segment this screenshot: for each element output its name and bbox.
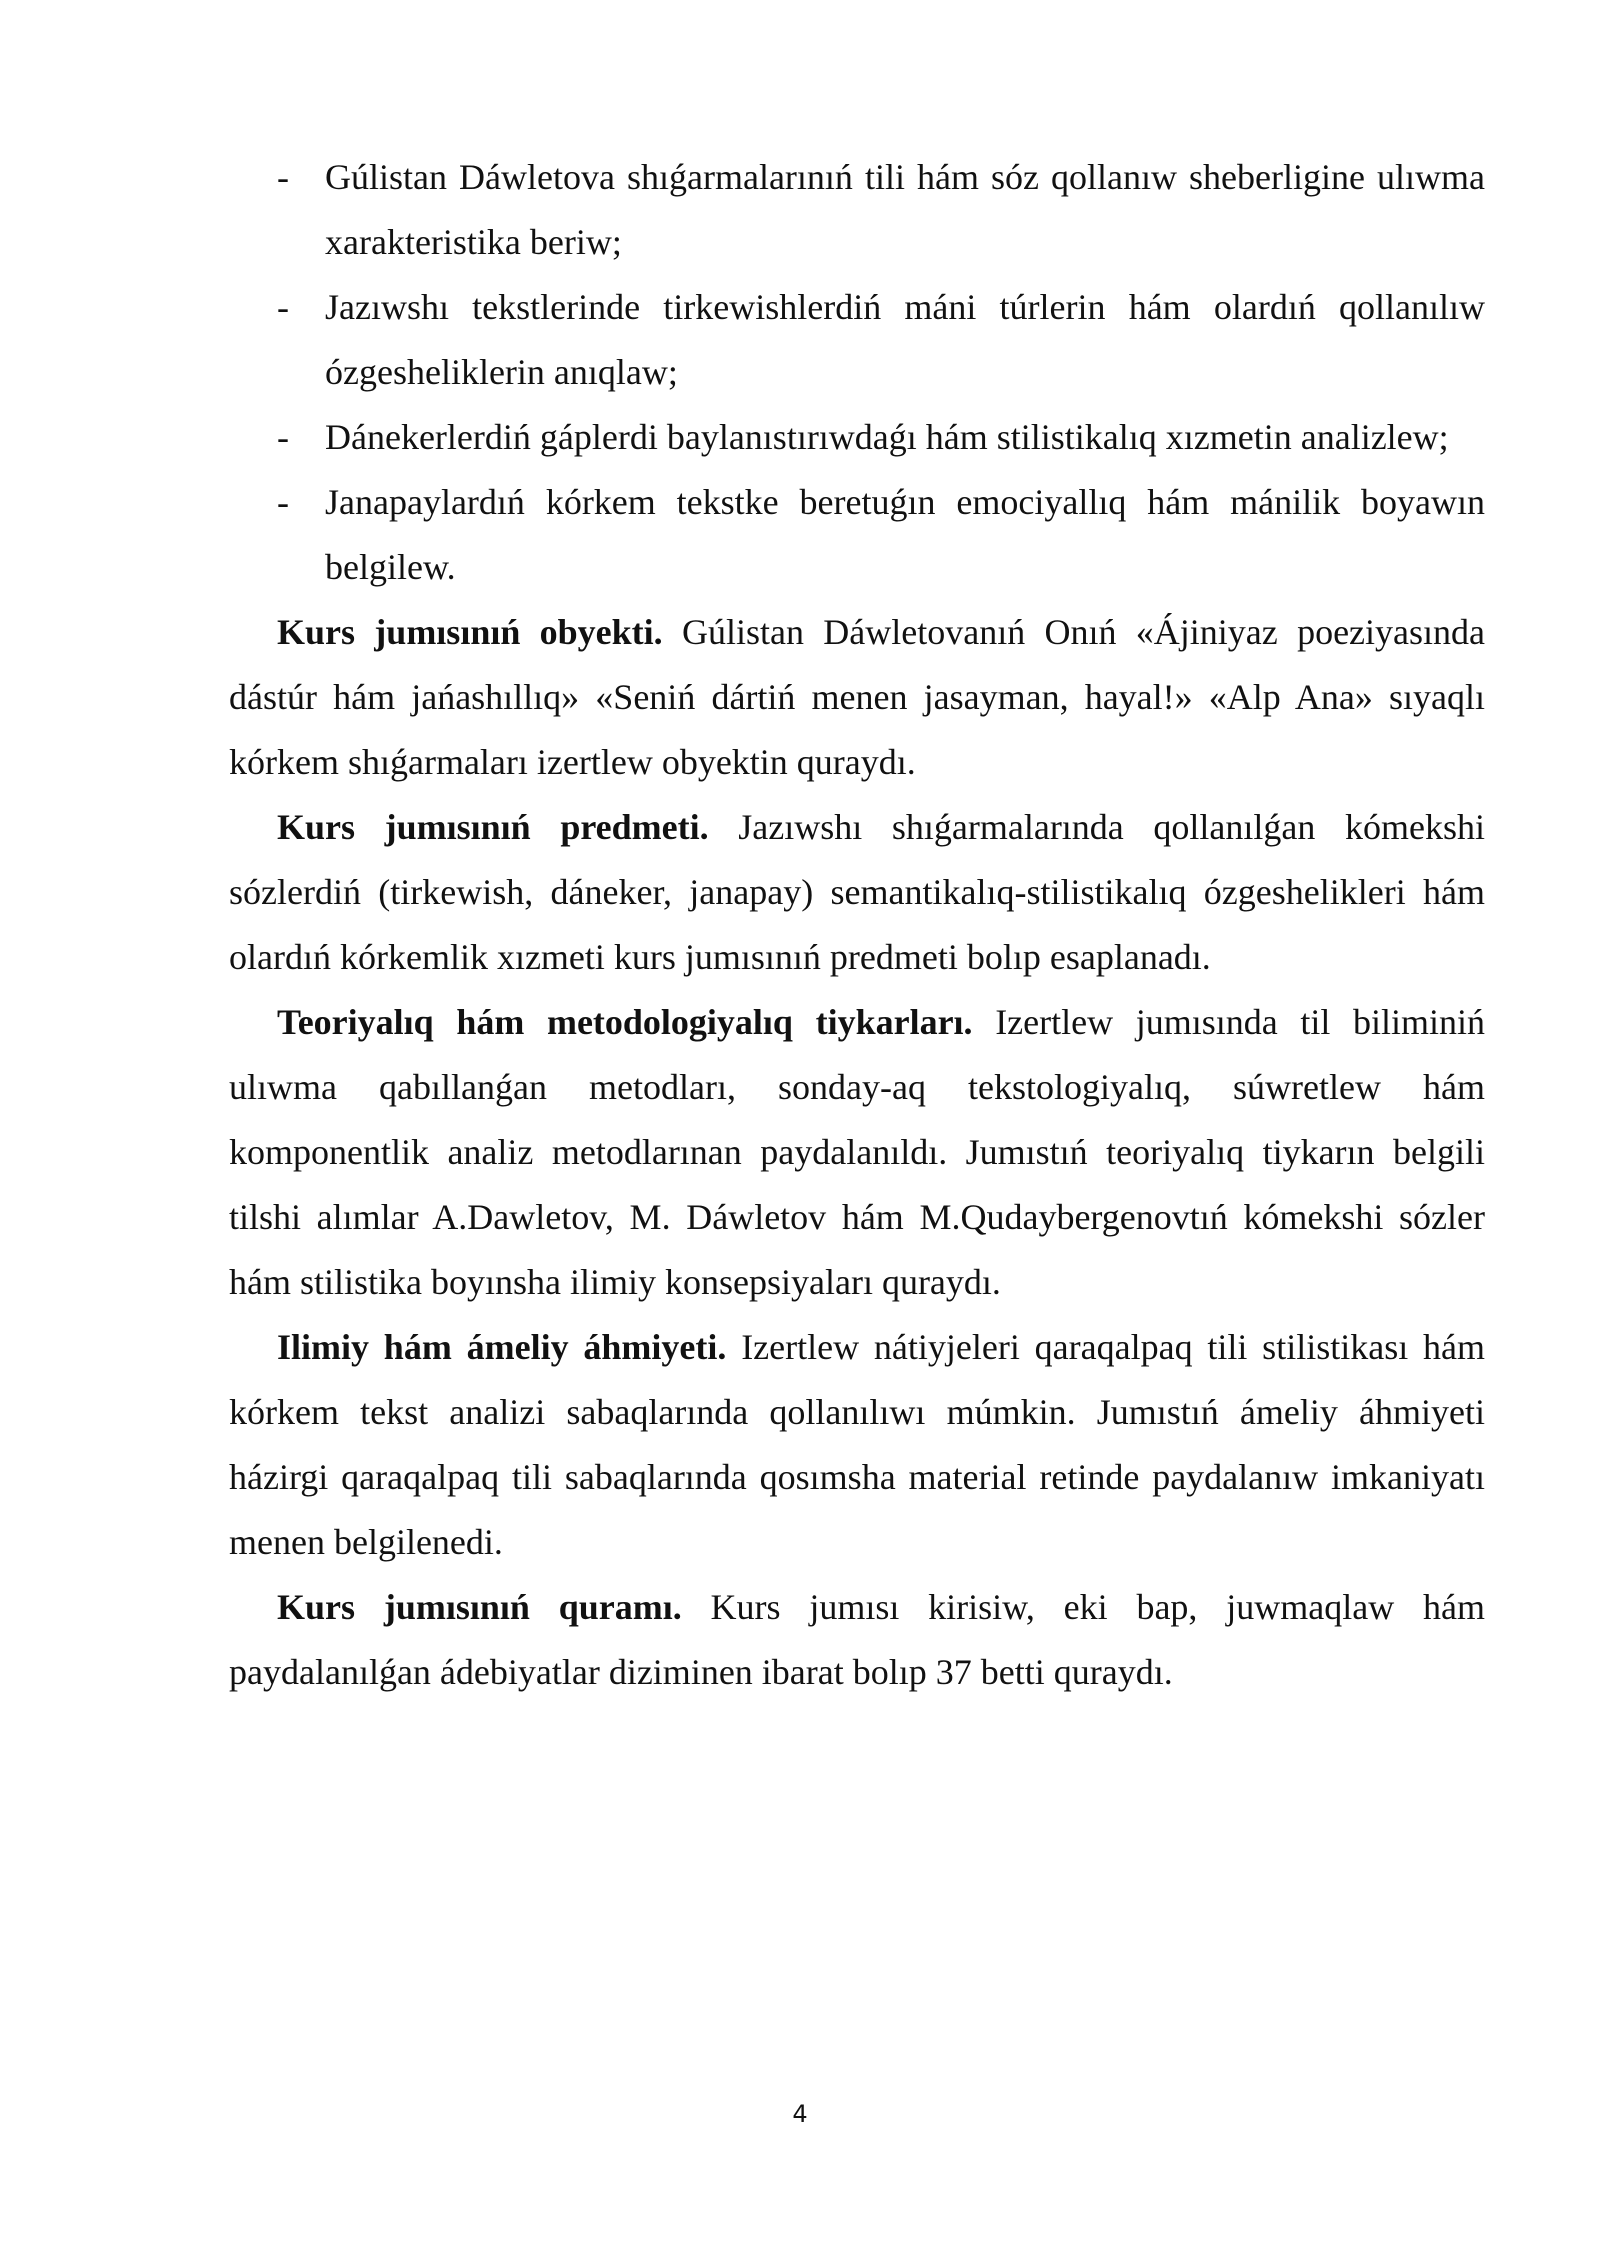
list-dash: -	[277, 287, 289, 327]
list-item-text: Janapaylardıń kórkem tekstke beretuǵın emociyallıq hám mánilik boyawın belgilew.	[325, 482, 1485, 587]
paragraph-subject	[229, 795, 1485, 990]
paragraph-text: Izertlew jumısında til biliminiń ulıwma qabıllanǵan metodları, sonday-aq tekstologiyalıq, súwretlew hám komponentlik analiz metodlarınan paydalanıldı. Jumıstıń teoriyalıq tiykarın belgili tilshi alımlar A.Dawletov, M. Dáwletov hám M.Qudaybergenovtıń kómekshi sózler hám stilistika boyınsha ilimiy konsepsiyaları quraydı.	[229, 1002, 1485, 1302]
paragraph-text: Gúlistan Dáwletovanıń Onıń «Ájiniyaz poeziyasında dástúr hám jańashıllıq» «Seniń dártiń menen jasayman, hayal!» «Alp Ana» sıyaqlı kórkem shıǵarmaları izertlew obyektin quraydı.	[229, 612, 1485, 782]
list-dash: -	[277, 482, 289, 522]
paragraph-heading: Kurs jumısınıń quramı.	[277, 1587, 682, 1627]
paragraph-heading: Ilimiy hám ámeliy áhmiyeti.	[277, 1327, 727, 1367]
paragraph-heading: Kurs jumısınıń obyekti.	[277, 612, 663, 652]
paragraph-significance	[229, 1315, 1485, 1575]
paragraph-structure	[229, 1575, 1485, 1705]
paragraph-text: Kurs jumısı kirisiw, eki bap, juwmaqlaw hám paydalanılǵan ádebiyatlar diziminen ibarat bolıp 37 betti quraydı.	[229, 1587, 1485, 1692]
paragraph-heading: Teoriyalıq hám metodologiyalıq tiykarları.	[277, 1002, 973, 1042]
page-content	[229, 145, 1485, 1705]
list-item-text: Gúlistan Dáwletova shıǵarmalarınıń tili hám sóz qollanıw sheberligine ulıwma xarakteristika beriw;	[325, 157, 1485, 262]
paragraph-text: Izertlew nátiyjeleri qaraqalpaq tili stilistikası hám kórkem tekst analizi sabaqlarında qollanılıwı múmkin. Jumıstıń ámeliy áhmiyeti házirgi qaraqalpaq tili sabaqlarında qosımsha material retinde paydalanıw imkaniyatı menen belgilenedi.	[229, 1327, 1485, 1562]
list-dash: -	[277, 417, 289, 457]
list-item-text: Jazıwshı tekstlerinde tirkewishlerdiń máni túrlerin hám olardıń qollanılıw ózgesheliklerin anıqlaw;	[325, 287, 1485, 392]
paragraph-heading: Kurs jumısınıń predmeti.	[277, 807, 709, 847]
list-dash: -	[277, 157, 289, 197]
paragraph-object	[229, 600, 1485, 795]
list-item	[229, 405, 1485, 470]
paragraph-text: Jazıwshı shıǵarmalarında qollanılǵan kómekshi sózlerdiń (tirkewish, dáneker, janapay) semantikalıq-stilistikalıq ózgeshelikleri hám olardıń kórkemlik xızmeti kurs jumısınıń predmeti bolıp esaplanadı.	[229, 807, 1486, 977]
list-item	[229, 275, 1485, 405]
page-number: 4	[792, 2100, 808, 2128]
list-item-text: Dánekerlerdiń gáplerdi baylanıstırıwdaǵı hám stilistikalıq xızmetin analizlew;	[325, 417, 1449, 457]
paragraph-methodology	[229, 990, 1485, 1315]
list-item	[229, 145, 1485, 275]
list-item	[229, 470, 1485, 600]
